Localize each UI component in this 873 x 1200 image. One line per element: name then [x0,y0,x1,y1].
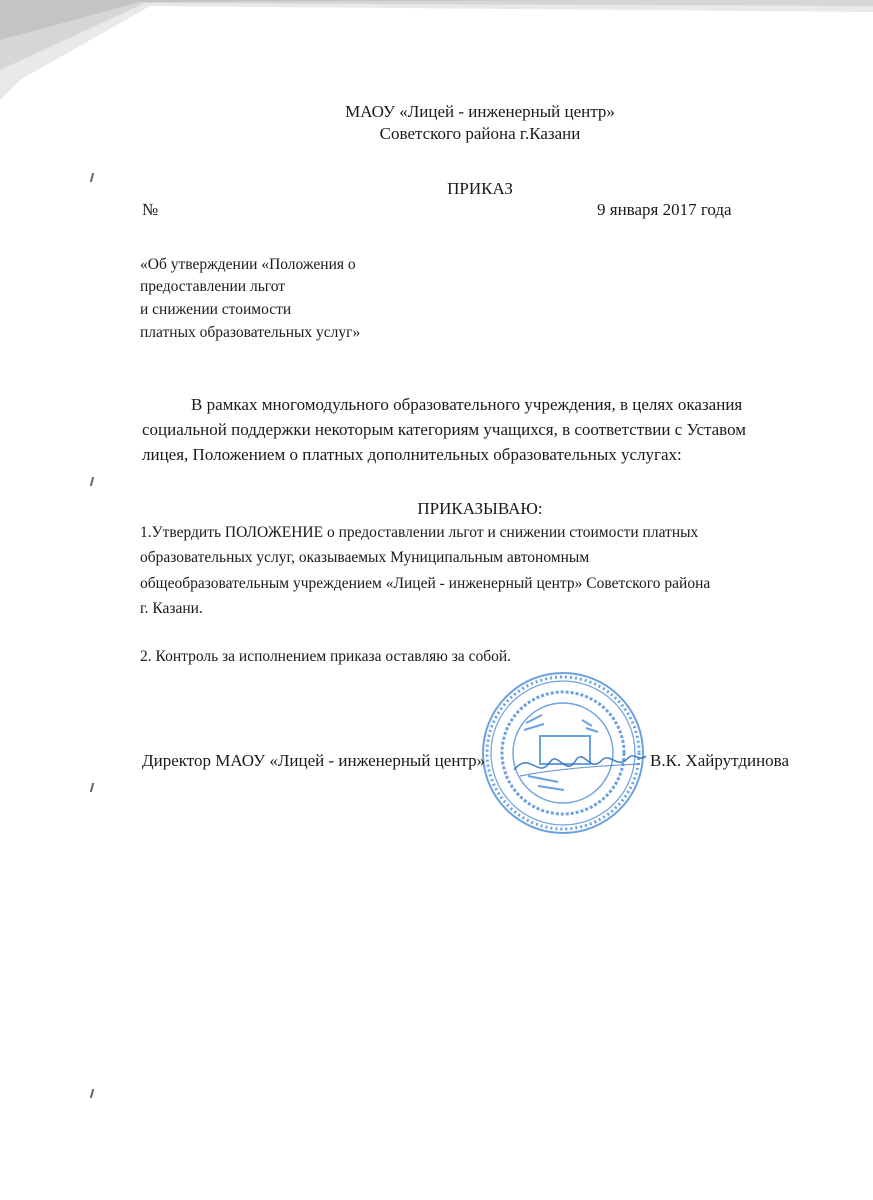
scan-mark [90,1089,94,1098]
order-date: 9 января 2017 года [597,200,732,219]
order-subject-line: платных образовательных услуг» [140,324,361,341]
order-subject-line: «Об утверждении «Положения о [140,256,356,273]
signatory-name: В.К. Хайрутдинова [650,751,790,770]
organization-district: Советского района г.Казани [379,124,581,143]
decree-heading: ПРИКАЗЫВАЮ: [417,499,543,518]
scan-mark [90,477,94,486]
handwritten-signature [510,740,650,790]
decree-item-2: 2. Контроль за исполнением приказа оставляю за собой. [140,648,512,665]
scan-mark [90,783,94,792]
signatory-position: Директор МАОУ «Лицей - инженерный центр» [142,751,486,770]
organization-name: МАОУ «Лицей - инженерный центр» [345,102,615,121]
decree-item-line: г. Казани. [140,600,203,617]
preamble-line: социальной поддержки некоторым категориям учащихся, в соответствии с Уставом [142,420,747,439]
preamble-line: В рамках многомодульного образовательного учреждения, в целях оказания [191,395,743,414]
order-number-label: № [142,200,159,219]
order-subject-line: и снижении стоимости [140,301,292,318]
order-subject-line: предоставлении льгот [140,278,286,295]
scan-edge-shadow [0,0,873,110]
document-title: ПРИКАЗ [447,179,513,198]
decree-item-line: образовательных услуг, оказываемых Муниципальным автономным [140,549,590,566]
preamble-line: лицея, Положением о платных дополнительных образовательных услугах: [142,445,682,464]
decree-item-line: 1.Утвердить ПОЛОЖЕНИЕ о предоставлении льгот и снижении стоимости платных [140,524,699,541]
decree-item-line: общеобразовательным учреждением «Лицей - инженерный центр» Советского района [140,575,711,592]
